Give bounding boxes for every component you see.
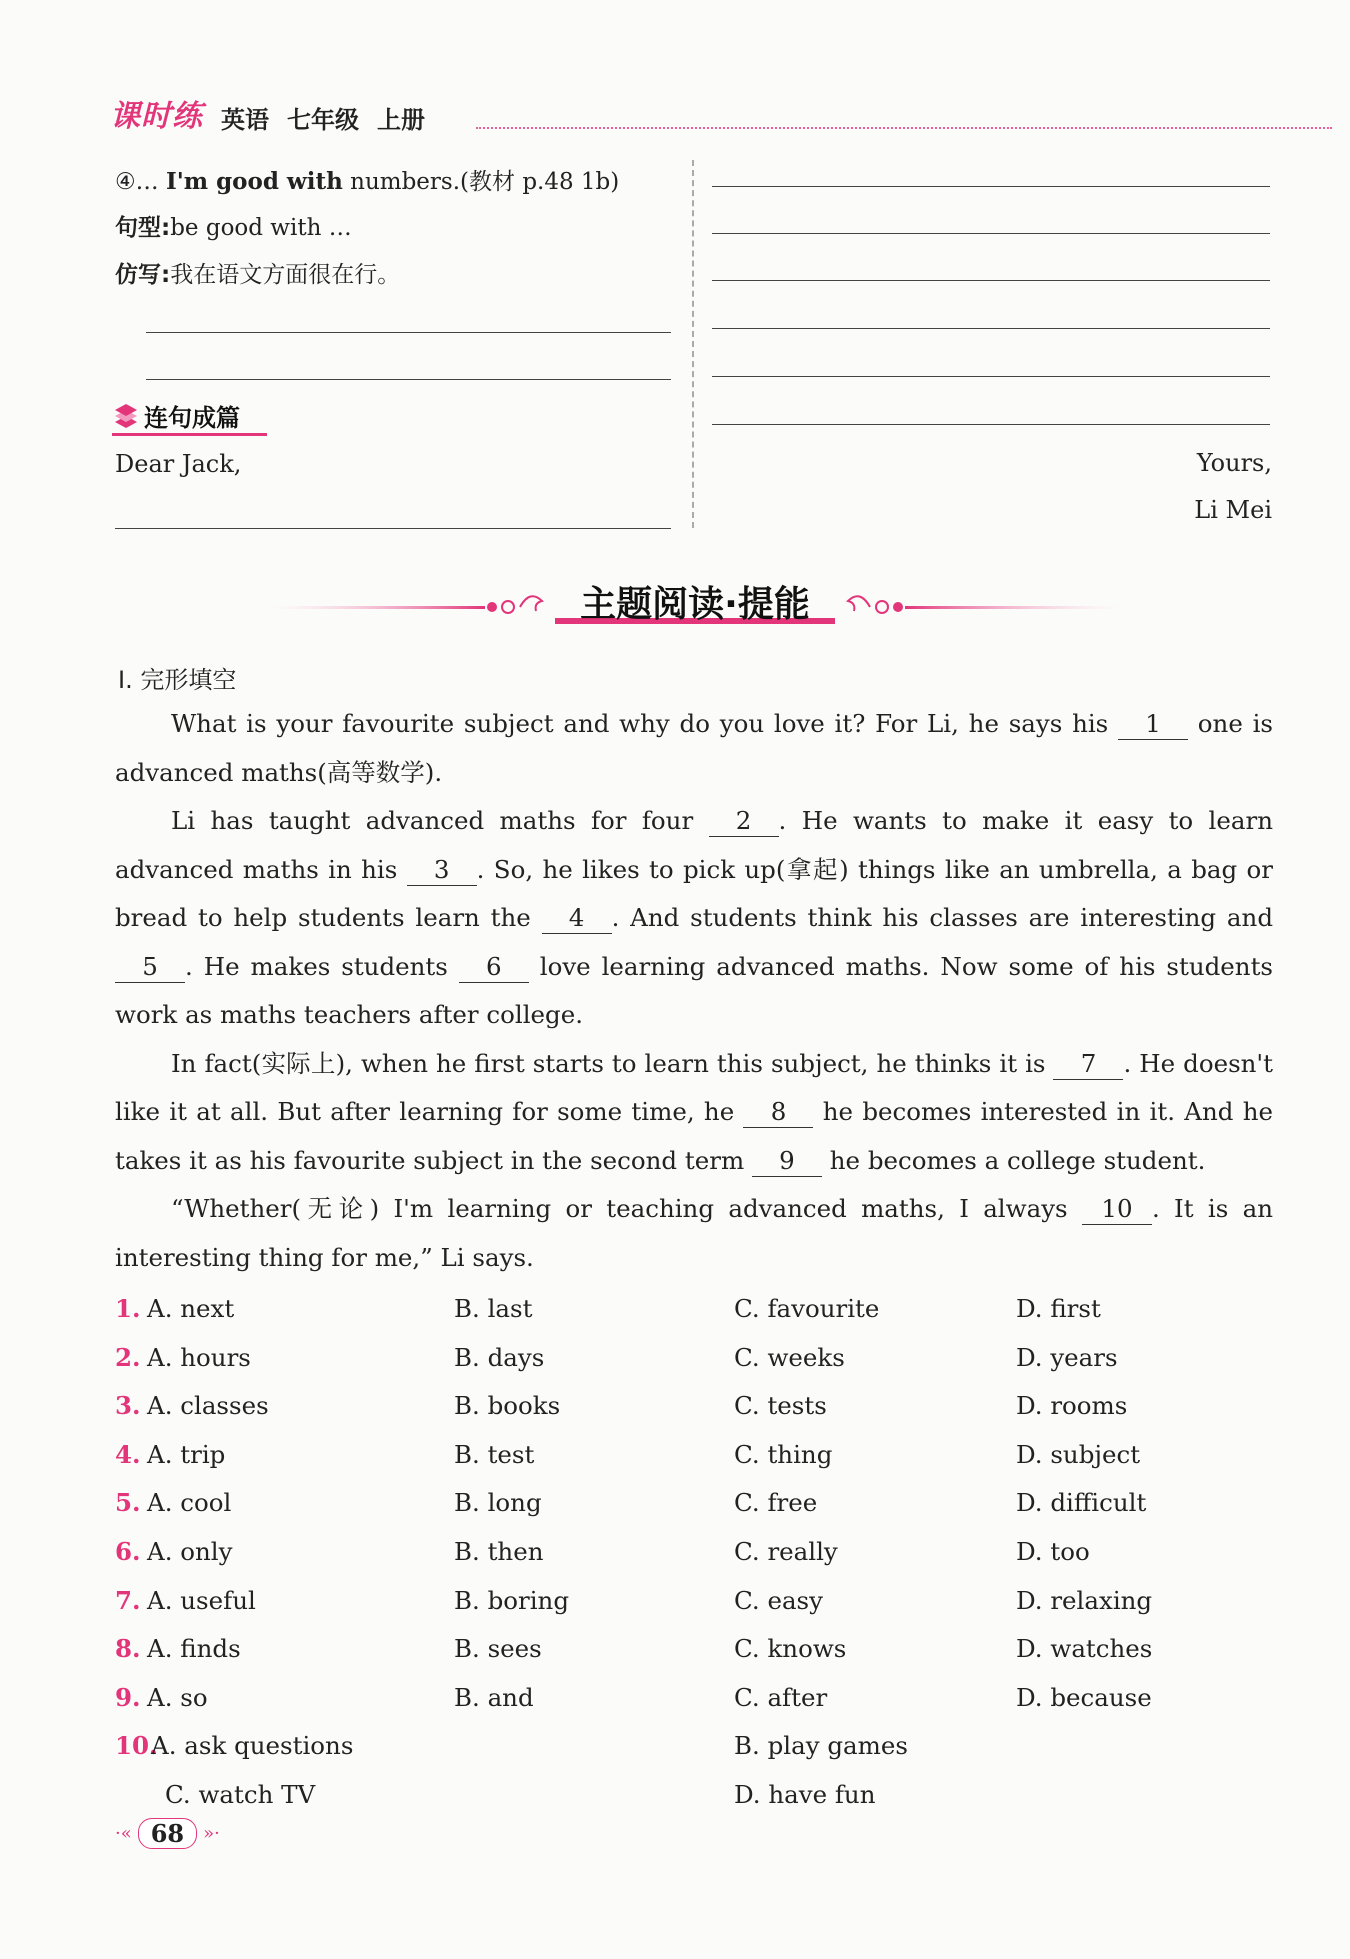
option-c[interactable]: C. watch TV	[165, 1779, 316, 1809]
cloze-blank-6[interactable]: 6	[459, 952, 529, 983]
cloze-blank-5[interactable]: 5	[115, 952, 185, 983]
option-b[interactable]: B. long	[454, 1488, 542, 1518]
option-row	[115, 1771, 1275, 1820]
question-number: 10.	[115, 1731, 158, 1761]
option-row	[115, 1722, 1275, 1771]
header-subject: 英语	[221, 106, 269, 134]
paragraph: “Whether(无论) I'm learning or teaching advanced maths, I always 10 . It is an interesting thing for me,” Li says.	[115, 1194, 1273, 1272]
option-row	[115, 1577, 1275, 1626]
option-row	[115, 1285, 1275, 1334]
option-c[interactable]: C. easy	[734, 1585, 823, 1615]
option-b[interactable]: B. test	[454, 1439, 535, 1469]
option-d[interactable]: D. rooms	[1016, 1391, 1128, 1421]
option-row	[115, 1674, 1275, 1723]
theme-banner	[270, 570, 1120, 630]
question-number: 8.	[115, 1634, 141, 1664]
question-number: 5.	[115, 1488, 141, 1518]
imitate-line	[115, 252, 680, 299]
answer-line[interactable]	[146, 379, 671, 380]
option-b[interactable]: B. last	[454, 1294, 533, 1323]
practice-item-source: (教材 p.48 1b)	[460, 169, 620, 195]
option-c[interactable]: C. free	[734, 1488, 818, 1518]
ornament-right-icon: »·	[203, 1823, 220, 1844]
cloze-blank-2[interactable]: 2	[709, 806, 779, 837]
imitate-label: 仿写:	[115, 262, 171, 288]
option-d[interactable]: D. have fun	[734, 1779, 876, 1809]
option-row	[115, 1334, 1275, 1383]
writing-line[interactable]	[712, 280, 1270, 281]
question-number: 7.	[115, 1585, 141, 1615]
ornament-left-icon: ·«	[115, 1823, 132, 1844]
writing-line[interactable]	[712, 376, 1270, 377]
option-a[interactable]: A. trip	[147, 1439, 226, 1469]
writing-line[interactable]	[115, 528, 671, 529]
question-number: 6.	[115, 1536, 141, 1566]
books-icon	[112, 402, 140, 430]
option-d[interactable]: D. relaxing	[1016, 1585, 1153, 1615]
letter-greeting: Dear Jack,	[115, 450, 242, 478]
option-a[interactable]: A. finds	[147, 1634, 241, 1664]
section-underline	[112, 433, 267, 436]
writing-line[interactable]	[712, 328, 1270, 329]
column-divider	[692, 160, 694, 528]
cloze-blank-10[interactable]: 10	[1082, 1194, 1152, 1225]
pattern-line	[115, 205, 680, 252]
question-number: 1.	[115, 1294, 141, 1323]
letter-closing	[1194, 440, 1272, 534]
option-b[interactable]: B. then	[454, 1536, 544, 1566]
paragraph: Li has taught advanced maths for four 2 . He wants to make it easy to learn advanced maths in his 3 . So, he likes to pick up(拿起) things like an umbrella, a bag or bread to help students learn the 4 . And students think his classes are interesting and 5 . He makes students 6 love learning advanced maths. Now some of his students work as maths teachers after college.	[115, 806, 1273, 1029]
writing-section-label: 连句成篇	[144, 404, 240, 432]
page-number-value: 68	[138, 1818, 197, 1849]
cloze-blank-4[interactable]: 4	[542, 903, 612, 934]
answer-line[interactable]	[146, 332, 671, 333]
pattern-label: 句型:	[115, 215, 171, 241]
option-d[interactable]: D. too	[1016, 1536, 1090, 1566]
cloze-section-title: Ⅰ. 完形填空	[118, 666, 237, 694]
answer-options	[115, 1285, 1275, 1820]
cloze-blank-8[interactable]: 8	[743, 1097, 813, 1128]
option-row	[115, 1431, 1275, 1480]
option-a[interactable]: A. ask questions	[151, 1731, 354, 1761]
option-d[interactable]: D. because	[1016, 1682, 1152, 1712]
signature: Li Mei	[1194, 496, 1272, 524]
pattern-text: be good with …	[170, 215, 352, 241]
option-row	[115, 1528, 1275, 1577]
question-number: 3.	[115, 1391, 141, 1421]
option-a[interactable]: A. useful	[147, 1585, 256, 1615]
option-row	[115, 1479, 1275, 1528]
option-b[interactable]: B. play games	[734, 1731, 908, 1761]
page-number	[115, 1818, 220, 1849]
option-a[interactable]: A. so	[147, 1682, 208, 1712]
writing-line[interactable]	[712, 233, 1270, 234]
brand-logo: 课时练	[110, 99, 203, 134]
imitate-text: 我在语文方面很在行。	[170, 262, 401, 288]
writing-line[interactable]	[712, 424, 1270, 425]
page-header	[110, 95, 425, 135]
cloze-blank-7[interactable]: 7	[1053, 1049, 1123, 1080]
option-c[interactable]: C. favourite	[734, 1294, 880, 1323]
option-b[interactable]: B. boring	[454, 1585, 570, 1615]
writing-section-tag	[112, 398, 240, 433]
option-c[interactable]: C. really	[734, 1536, 838, 1566]
cloze-blank-9[interactable]: 9	[752, 1146, 822, 1177]
option-d[interactable]: D. years	[1016, 1342, 1118, 1372]
option-c[interactable]: C. tests	[734, 1391, 827, 1421]
banner-title: 主题阅读·提能	[580, 584, 810, 625]
writing-line[interactable]	[712, 186, 1270, 187]
paragraph: In fact(实际上), when he first starts to learn this subject, he thinks it is 7 . He doesn't like it at all. But after learning for some time, he 8 he becomes interested in it. And he takes it as his favourite subject in the second term 9 he becomes a college student.	[115, 1048, 1274, 1175]
option-b[interactable]: B. and	[454, 1682, 534, 1712]
option-a[interactable]: A. hours	[147, 1342, 251, 1372]
option-d[interactable]: D. watches	[1016, 1634, 1153, 1664]
cloze-blank-1[interactable]: 1	[1118, 709, 1188, 740]
practice-item-bold: I'm good with	[165, 168, 343, 195]
question-number: 2.	[115, 1342, 141, 1372]
option-d[interactable]: D. difficult	[1016, 1488, 1147, 1518]
option-c[interactable]: C. thing	[734, 1439, 833, 1469]
option-c[interactable]: C. weeks	[734, 1342, 845, 1372]
question-number: 4.	[115, 1439, 141, 1469]
practice-item: ④… I'm good with numbers.(教材 p.48 1b)	[115, 168, 620, 195]
header-dotted-rule	[476, 127, 1332, 129]
option-a[interactable]: A. classes	[147, 1391, 269, 1421]
option-a[interactable]: A. next	[147, 1294, 235, 1323]
header-volume: 上册	[377, 106, 425, 134]
cloze-passage	[115, 700, 1273, 1282]
closing-word: Yours,	[1196, 449, 1272, 477]
option-row	[115, 1625, 1275, 1674]
option-b[interactable]: B. days	[454, 1342, 545, 1372]
question-number: 9.	[115, 1682, 141, 1712]
option-d[interactable]: D. first	[1016, 1294, 1101, 1323]
option-a[interactable]: A. only	[147, 1536, 233, 1566]
cloze-blank-3[interactable]: 3	[407, 855, 477, 886]
option-d[interactable]: D. subject	[1016, 1439, 1141, 1469]
option-b[interactable]: B. books	[454, 1391, 561, 1421]
option-b[interactable]: B. sees	[454, 1634, 542, 1664]
option-c[interactable]: C. after	[734, 1682, 828, 1712]
option-row	[115, 1382, 1275, 1431]
sentence-practice	[115, 158, 680, 299]
header-grade: 七年级	[287, 106, 359, 134]
option-c[interactable]: C. knows	[734, 1634, 847, 1664]
paragraph: What is your favourite subject and why do you love it? For Li, he says his 1 one is advanced maths(高等数学).	[115, 709, 1273, 787]
option-a[interactable]: A. cool	[147, 1488, 232, 1518]
